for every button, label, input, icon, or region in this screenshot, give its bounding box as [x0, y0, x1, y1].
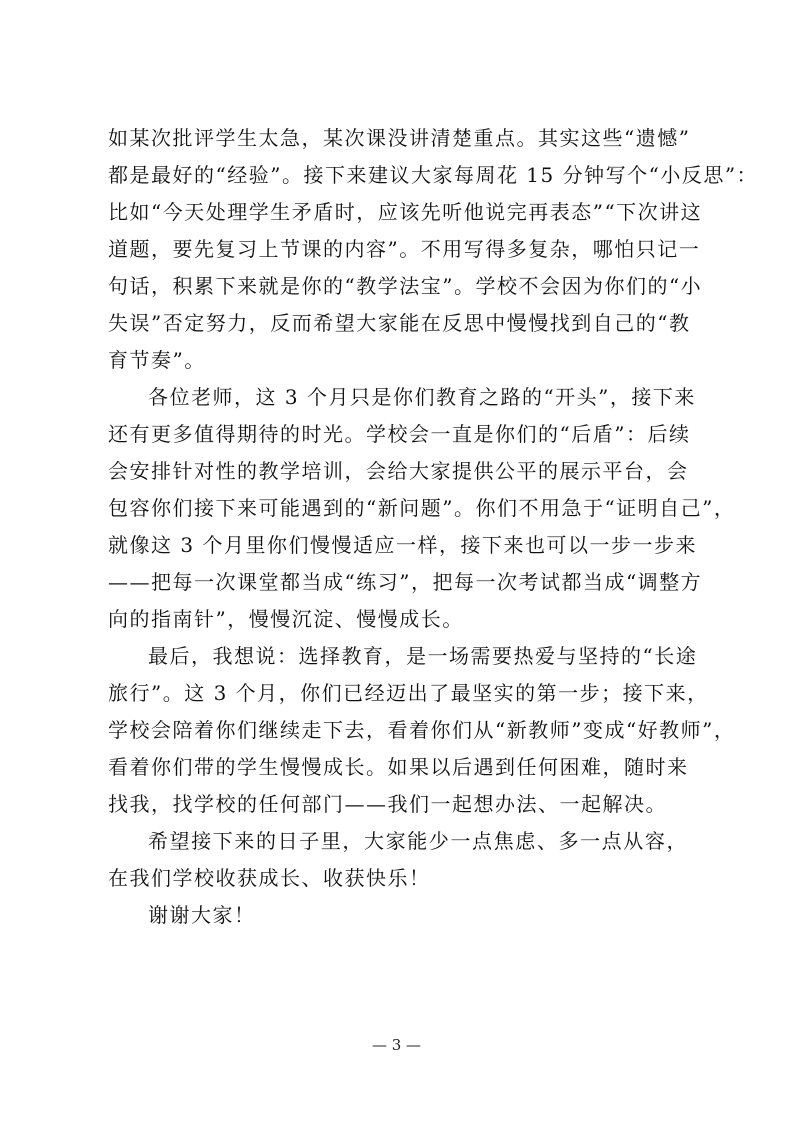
paragraph-line: 会安排针对性的教学培训，会给大家提供公平的展示平台，会 — [108, 459, 689, 483]
paragraph-line: 还有更多值得期待的时光。学校会一直是你们的“后盾”：后续 — [108, 422, 691, 446]
paragraph-line: 句话，积累下来就是你的“教学法宝”。学校不会因为你们的“小 — [108, 274, 703, 298]
paragraph-line: 看着你们带的学生慢慢成长。如果以后遇到任何困难，随时来 — [108, 755, 689, 779]
paragraph-line: 找我，找学校的任何部门——我们一起想办法、一起解决。 — [108, 792, 667, 816]
paragraph-line: 育节奏”。 — [108, 348, 206, 372]
closing-line: 谢谢大家！ — [148, 903, 256, 927]
paragraph-line: 包容你们接下来可能遇到的“新问题”。你们不用急于“证明自己”， — [108, 496, 736, 520]
paragraph-line: 旅行”。这 3 个月，你们已经迈出了最坚实的第一步；接下来， — [108, 681, 709, 705]
paragraph-line: 希望接下来的日子里，大家能少一点焦虑、多一点从容， — [148, 829, 688, 853]
paragraph-line: 各位老师，这 3 个月只是你们教育之路的“开头”，接下来 — [148, 385, 696, 409]
paragraph-line: 向的指南针”，慢慢沉淀、慢慢成长。 — [108, 607, 464, 631]
paragraph-line: 道题，要先复习上节课的内容”。不用写得多复杂，哪怕只记一 — [108, 237, 701, 261]
paragraph-line: ——把每一次课堂都当成“练习”，把每一次考试都当成“调整方 — [108, 570, 703, 594]
paragraph-line: 最后，我想说：选择教育，是一场需要热爱与坚持的“长途 — [148, 644, 698, 668]
paragraph-line: 就像这 3 个月里你们慢慢适应一样，接下来也可以一步一步来 — [108, 533, 697, 557]
paragraph-line: 在我们学校收获成长、收获快乐！ — [108, 866, 431, 890]
paragraph-line: 失误”否定努力，反而希望大家能在反思中慢慢找到自己的“教 — [108, 311, 691, 335]
paragraph-line: 学校会陪着你们继续走下去，看着你们从“新教师”变成“好教师”， — [108, 718, 736, 742]
paragraph-line: 如某次批评学生太急，某次课没讲清楚重点。其实这些“遗憾” — [108, 126, 691, 150]
page-number: — 3 — — [371, 1036, 422, 1054]
paragraph-line: 都是最好的“经验”。接下来建议大家每周花 15 分钟写个“小反思”： — [108, 163, 759, 187]
paragraph-line: 比如“今天处理学生矛盾时，应该先听他说完再表态”“下次讲这 — [108, 200, 703, 224]
